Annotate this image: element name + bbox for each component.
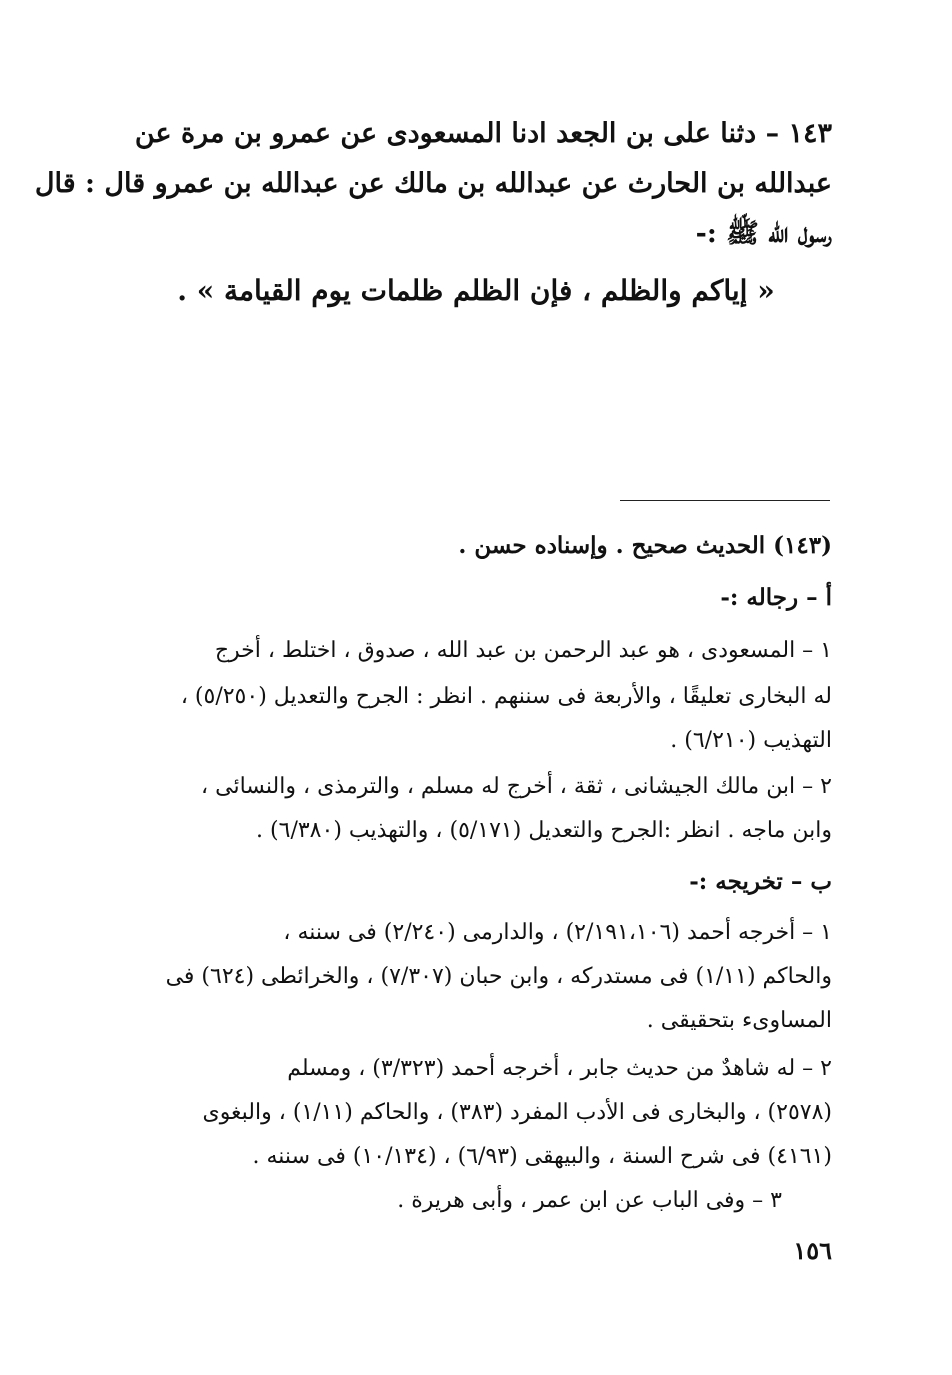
b3-line: ٣ – وفى الباب عن ابن عمر ، وأبى هريرة .	[397, 1188, 782, 1213]
b2-line-2: (٢٥٧٨) ، والبخارى فى الأدب المفرد (٣٨٣) ، والحاكم (١/١١) ، والبغوى	[202, 1100, 832, 1125]
section-b-heading: ب – تخريجه :-	[689, 868, 832, 895]
b1-line-1: ١ – أخرجه أحمد (٢/١٩١،١٠٦) ، والدارمى (٢/٢٤٠) فى سننه ،	[283, 920, 832, 945]
b1-line-2: والحاكم (١/١١) فى مستدركه ، وابن حبان (٧/٣٠٧) ، والخرائطى (٦٢٤) فى	[165, 964, 832, 989]
hadith-number: ١٤٣	[788, 118, 832, 149]
b2-line-1: ٢ – له شاهدٌ من حديث جابر ، أخرجه أحمد (٣/٣٢٣) ، ومسلم	[287, 1056, 832, 1081]
footnote-separator	[620, 500, 830, 501]
hadith-line-2: عبدالله بن الحارث عن عبدالله بن مالك عن عبدالله بن عمرو قال : قال	[34, 168, 832, 199]
section-a-heading: أ – رجاله :-	[720, 584, 832, 611]
a2-line-2: وابن ماجه . انظر :الجرح والتعديل (٥/١٧١) ، والتهذيب (٦/٣٨٠) .	[256, 818, 832, 843]
b2-line-3: (٤١٦١) فى شرح السنة ، والبيهقى (٦/٩٣) ، (١٠/١٣٤) فى سننه .	[252, 1144, 832, 1169]
a1-line-1: ١ – المسعودى ، هو عبد الرحمن بن عبد الله ، صدوق ، اختلط ، أخرج	[214, 638, 832, 663]
hadith-quote: « إياكم والظلم ، فإن الظلم ظلمات يوم القيامة » .	[177, 274, 775, 307]
hadith-line-1-text: – دثنا على بن الجعد ادنا المسعودى عن عمرو بن مرة عن	[134, 118, 780, 149]
a2-line-1: ٢ – ابن مالك الجيشانى ، ثقة ، أخرج له مسلم ، والترمذى ، والنسائى ،	[201, 774, 832, 799]
page-number: ١٥٦	[793, 1236, 832, 1265]
a1-line-2: له البخارى تعليقًا ، والأربعة فى سننهم . انظر : الجرح والتعديل (٥/٢٥٠) ،	[180, 684, 832, 709]
hadith-line-3: رسول الله ﷺ :-	[695, 218, 832, 249]
a1-line-3: التهذيب (٦/٢١٠) .	[670, 728, 832, 753]
hadith-line-1	[135, 118, 832, 149]
b1-line-3: المساوىء بتحقيقى .	[646, 1008, 832, 1033]
footnote-heading: (١٤٣) الحديث صحيح . وإسناده حسن .	[458, 532, 832, 559]
